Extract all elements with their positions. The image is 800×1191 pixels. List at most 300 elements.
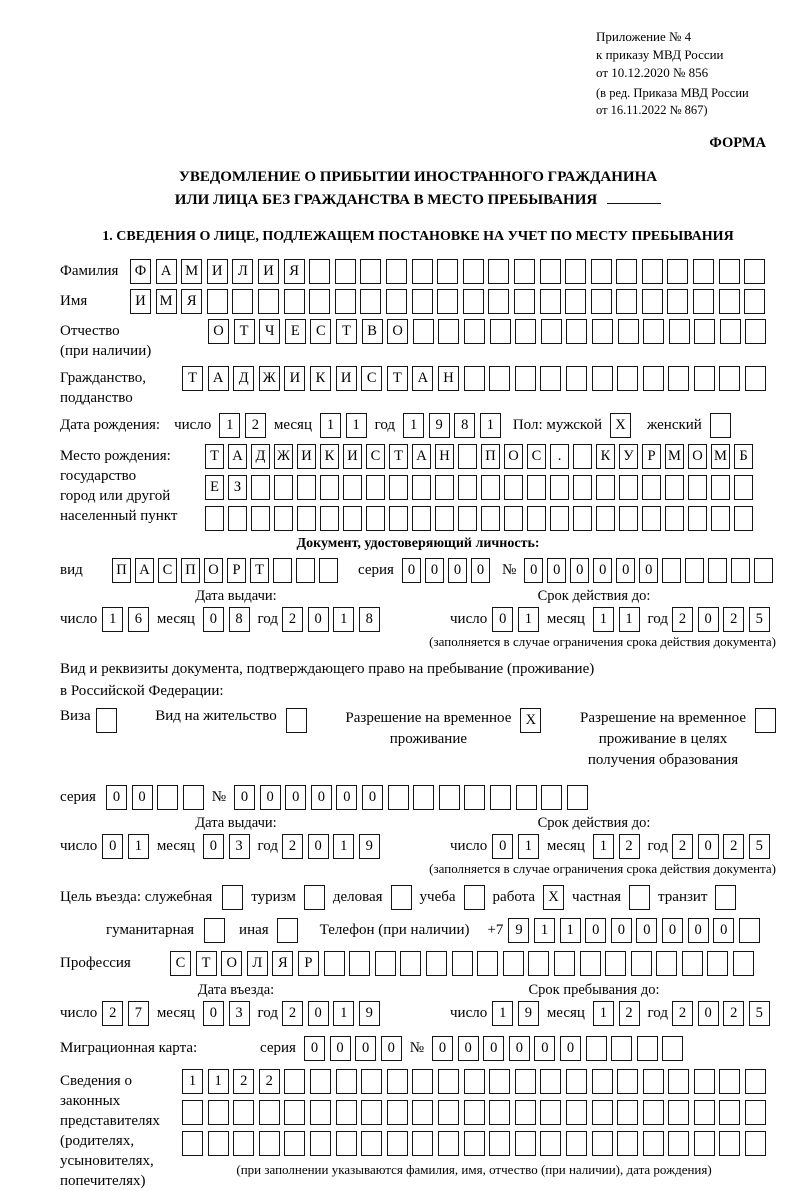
char-cell: В xyxy=(362,319,383,344)
char-cell: 2 xyxy=(245,413,266,438)
male-checkbox[interactable] xyxy=(610,413,631,438)
guardians-label-line2: законных xyxy=(60,1093,121,1109)
month-label: месяц xyxy=(273,417,312,433)
migcard-number-label: № xyxy=(409,1040,425,1056)
char-cell xyxy=(413,319,434,344)
char-cell xyxy=(96,708,117,733)
char-cell: Ж xyxy=(274,444,293,469)
char-cell xyxy=(233,1100,254,1125)
identity-doc-heading: Документ, удостоверяющий личность: xyxy=(296,536,540,551)
char-cell xyxy=(566,1100,587,1125)
char-cell xyxy=(669,319,690,344)
char-cell: С xyxy=(158,558,177,583)
entry-dates-block xyxy=(60,982,776,1026)
char-cell xyxy=(251,506,270,531)
char-cell xyxy=(489,366,510,391)
char-cell xyxy=(745,366,766,391)
char-cell xyxy=(458,506,477,531)
char-cell xyxy=(642,475,661,500)
char-cell xyxy=(205,506,224,531)
char-cell xyxy=(554,951,575,976)
permit-issue-col xyxy=(60,815,412,859)
day-label: число xyxy=(450,838,488,854)
char-cell: А xyxy=(412,366,433,391)
char-cell: 0 xyxy=(102,834,123,859)
doc-issue-year-field[interactable] xyxy=(282,607,380,632)
profession-field[interactable] xyxy=(170,951,754,976)
char-cell xyxy=(616,289,637,314)
char-cell: М xyxy=(665,444,684,469)
char-cell: 2 xyxy=(259,1069,280,1094)
char-cell xyxy=(619,506,638,531)
char-cell xyxy=(284,289,305,314)
char-cell xyxy=(361,1100,382,1125)
patronymic-field[interactable] xyxy=(208,319,766,344)
char-cell: С xyxy=(361,366,382,391)
work-label: работа xyxy=(492,889,536,905)
doc-valid-month-field[interactable] xyxy=(593,607,640,632)
char-cell xyxy=(366,475,385,500)
char-cell: 2 xyxy=(723,1001,744,1026)
char-cell xyxy=(567,785,588,810)
permit-valid-col xyxy=(412,815,776,859)
char-cell xyxy=(251,475,270,500)
char-cell: 1 xyxy=(593,834,614,859)
char-cell: 0 xyxy=(448,558,467,583)
purpose-official-checkbox[interactable] xyxy=(222,885,243,910)
birthplace-row3-field[interactable] xyxy=(205,506,757,531)
birthdate-label: Дата рождения: xyxy=(60,417,161,433)
char-cell: 0 xyxy=(330,1036,351,1061)
phone-field[interactable] xyxy=(508,918,759,943)
char-cell: Я xyxy=(272,951,293,976)
birth-year-field[interactable] xyxy=(403,413,501,438)
header-line-1: Приложение № 4 xyxy=(596,29,692,44)
permit-valid-year-field[interactable] xyxy=(672,834,770,859)
char-cell: Т xyxy=(182,366,203,391)
char-cell: 0 xyxy=(203,834,224,859)
temp-permit-edu-label-line1: Разрешение на временное xyxy=(580,710,746,726)
char-cell xyxy=(182,1131,203,1156)
title-blank-underline xyxy=(607,203,661,204)
permit-number-label: № xyxy=(211,789,227,805)
char-cell: 2 xyxy=(672,1001,693,1026)
char-cell: 0 xyxy=(547,558,566,583)
purpose-other-checkbox[interactable] xyxy=(277,918,298,943)
char-cell xyxy=(665,475,684,500)
char-cell: И xyxy=(130,289,151,314)
char-cell xyxy=(515,1131,536,1156)
surname-field[interactable] xyxy=(130,259,765,284)
business-label: деловая xyxy=(332,889,383,905)
guardians-label-line3: представителях xyxy=(60,1113,160,1129)
doc-number-label: № xyxy=(501,562,517,578)
tourism-label: туризм xyxy=(251,889,296,905)
char-cell xyxy=(309,289,330,314)
char-cell: 5 xyxy=(749,834,770,859)
guardians-row1-field[interactable] xyxy=(182,1069,766,1094)
permit-series-field[interactable] xyxy=(106,785,204,810)
name-label: Имя xyxy=(60,293,88,309)
month-label: месяц xyxy=(546,611,585,627)
char-cell: Т xyxy=(389,444,408,469)
purpose-humanitarian-checkbox[interactable] xyxy=(204,918,225,943)
char-cell xyxy=(694,366,715,391)
purpose-work-checkbox[interactable] xyxy=(543,885,564,910)
doc-series-field[interactable] xyxy=(402,558,494,583)
char-cell: 1 xyxy=(518,834,539,859)
char-cell xyxy=(580,951,601,976)
permit-issue-heading: Дата выдачи: xyxy=(195,815,277,831)
char-cell xyxy=(438,1069,459,1094)
surname-row xyxy=(60,259,776,284)
migcard-number-field[interactable] xyxy=(432,1036,683,1061)
char-cell xyxy=(284,1100,305,1125)
year-label: год xyxy=(257,838,278,854)
char-cell xyxy=(656,951,677,976)
char-cell: X xyxy=(543,885,564,910)
header-line-3: от 10.12.2020 № 856 xyxy=(596,65,709,80)
char-cell xyxy=(694,319,715,344)
char-cell xyxy=(503,951,524,976)
char-cell: 2 xyxy=(102,1001,123,1026)
char-cell: Р xyxy=(227,558,246,583)
char-cell xyxy=(458,444,477,469)
permit-valid-month-field[interactable] xyxy=(593,834,640,859)
char-cell xyxy=(296,558,315,583)
char-cell xyxy=(204,918,225,943)
purpose-study-checkbox[interactable] xyxy=(464,885,485,910)
char-cell: И xyxy=(258,259,279,284)
doc-issue-day-field[interactable] xyxy=(102,607,149,632)
char-cell xyxy=(412,475,431,500)
char-cell xyxy=(259,1131,280,1156)
char-cell xyxy=(591,289,612,314)
char-cell xyxy=(439,785,460,810)
char-cell xyxy=(527,506,546,531)
temp-permit-checkbox[interactable] xyxy=(520,708,541,733)
char-cell: 0 xyxy=(381,1036,402,1061)
char-cell: К xyxy=(310,366,331,391)
char-cell xyxy=(592,1100,613,1125)
char-cell: 0 xyxy=(713,918,734,943)
doc-valid-day-field[interactable] xyxy=(492,607,539,632)
char-cell xyxy=(387,1131,408,1156)
char-cell: 2 xyxy=(723,834,744,859)
char-cell: 0 xyxy=(285,785,306,810)
char-cell: 0 xyxy=(509,1036,530,1061)
form-title-line2 xyxy=(60,189,776,212)
char-cell xyxy=(708,558,727,583)
char-cell: 0 xyxy=(304,1036,325,1061)
char-cell xyxy=(335,259,356,284)
permit-valid-heading: Срок действия до: xyxy=(537,815,651,831)
char-cell xyxy=(719,259,740,284)
month-label: месяц xyxy=(156,1005,195,1021)
residence-permit-checkbox[interactable] xyxy=(286,708,307,733)
char-cell: 0 xyxy=(106,785,127,810)
char-cell: 0 xyxy=(336,785,357,810)
guardians-label-line6: попечителях) xyxy=(60,1173,146,1189)
char-cell: 9 xyxy=(518,1001,539,1026)
char-cell xyxy=(286,708,307,733)
char-cell: 0 xyxy=(432,1036,453,1061)
char-cell xyxy=(489,1100,510,1125)
purpose-private-checkbox[interactable] xyxy=(629,885,650,910)
char-cell xyxy=(464,319,485,344)
private-label: частная xyxy=(572,889,622,905)
char-cell: 0 xyxy=(492,834,513,859)
char-cell xyxy=(665,506,684,531)
char-cell xyxy=(755,708,776,733)
char-cell xyxy=(592,319,613,344)
female-checkbox[interactable] xyxy=(710,413,731,438)
char-cell: Т xyxy=(387,366,408,391)
char-cell: Д xyxy=(233,366,254,391)
char-cell xyxy=(565,259,586,284)
purpose-business-checkbox[interactable] xyxy=(391,885,412,910)
char-cell xyxy=(438,1100,459,1125)
char-cell: 1 xyxy=(593,607,614,632)
guardians-row3-field[interactable] xyxy=(182,1131,766,1156)
char-cell xyxy=(682,951,703,976)
char-cell: 1 xyxy=(534,918,555,943)
char-cell xyxy=(464,366,485,391)
migration-card-label: Миграционная карта: xyxy=(60,1040,198,1056)
entry-month-field[interactable] xyxy=(203,1001,250,1026)
char-cell: . xyxy=(550,444,569,469)
char-cell xyxy=(667,289,688,314)
char-cell xyxy=(719,289,740,314)
char-cell xyxy=(464,1069,485,1094)
char-cell xyxy=(324,951,345,976)
char-cell: О xyxy=(208,319,229,344)
permit-issue-month-field[interactable] xyxy=(203,834,250,859)
char-cell: 0 xyxy=(662,918,683,943)
guardians-row2-field[interactable] xyxy=(182,1100,766,1125)
purpose-transit-checkbox[interactable] xyxy=(715,885,736,910)
stay-day-field[interactable] xyxy=(492,1001,539,1026)
guardians-footnote: (при заполнении указываются фамилия, имя, отчество (при наличии), дата рождения) xyxy=(236,1162,712,1177)
char-cell: 0 xyxy=(698,1001,719,1026)
char-cell: 0 xyxy=(260,785,281,810)
char-cell xyxy=(566,1069,587,1094)
char-cell xyxy=(618,319,639,344)
char-cell xyxy=(515,366,536,391)
char-cell xyxy=(637,1036,658,1061)
entry-day-field[interactable] xyxy=(102,1001,149,1026)
char-cell xyxy=(463,259,484,284)
char-cell xyxy=(667,259,688,284)
permit-series-row xyxy=(60,785,776,810)
char-cell: 0 xyxy=(585,918,606,943)
char-cell xyxy=(464,1131,485,1156)
char-cell: 1 xyxy=(346,413,367,438)
char-cell xyxy=(719,1100,740,1125)
visa-label: Виза xyxy=(60,708,91,724)
char-cell: 0 xyxy=(471,558,490,583)
char-cell xyxy=(464,1100,485,1125)
char-cell xyxy=(320,475,339,500)
char-cell xyxy=(343,506,362,531)
doc-issue-month-field[interactable] xyxy=(203,607,250,632)
temp-permit-edu-label xyxy=(580,708,746,771)
char-cell xyxy=(694,1069,715,1094)
char-cell xyxy=(319,558,338,583)
char-cell: 1 xyxy=(480,413,501,438)
char-cell: 8 xyxy=(359,607,380,632)
char-cell xyxy=(361,1131,382,1156)
header-line-5: от 16.11.2022 № 867) xyxy=(596,103,708,117)
permit-restriction-note: (заполняется в случае ограничения срока действия документа) xyxy=(429,861,776,876)
birthplace-row2-field[interactable] xyxy=(205,475,757,500)
char-cell: 8 xyxy=(229,607,250,632)
char-cell xyxy=(412,506,431,531)
char-cell xyxy=(391,885,412,910)
char-cell xyxy=(222,885,243,910)
char-cell: 1 xyxy=(333,1001,354,1026)
char-cell xyxy=(437,259,458,284)
char-cell xyxy=(629,885,650,910)
char-cell: 1 xyxy=(320,413,341,438)
phone-label: Телефон (при наличии) xyxy=(319,922,470,938)
day-label: число xyxy=(450,611,488,627)
char-cell: 1 xyxy=(208,1069,229,1094)
temp-permit-edu-checkbox[interactable] xyxy=(755,708,776,733)
doc-kind-field[interactable] xyxy=(112,558,342,583)
char-cell xyxy=(464,885,485,910)
header-annotation xyxy=(596,28,764,119)
char-cell: 9 xyxy=(359,834,380,859)
char-cell xyxy=(412,1100,433,1125)
permit-number-field[interactable] xyxy=(234,785,588,810)
char-cell xyxy=(573,506,592,531)
birth-day-field[interactable] xyxy=(219,413,266,438)
purpose-label: Цель въезда: служебная xyxy=(60,889,213,905)
char-cell xyxy=(413,785,434,810)
char-cell: Я xyxy=(284,259,305,284)
char-cell: Л xyxy=(232,259,253,284)
char-cell: И xyxy=(284,366,305,391)
stay-year-field[interactable] xyxy=(672,1001,770,1026)
char-cell: 1 xyxy=(333,607,354,632)
char-cell xyxy=(233,1131,254,1156)
char-cell: 0 xyxy=(639,558,658,583)
char-cell: 9 xyxy=(359,1001,380,1026)
doc-dates-block xyxy=(60,588,776,632)
char-cell: 0 xyxy=(308,1001,329,1026)
char-cell xyxy=(694,1131,715,1156)
char-cell xyxy=(387,1100,408,1125)
char-cell: Л xyxy=(247,951,268,976)
name-field[interactable] xyxy=(130,289,765,314)
permit-valid-day-field[interactable] xyxy=(492,834,539,859)
char-cell xyxy=(540,259,561,284)
doc-valid-year-field[interactable] xyxy=(672,607,770,632)
char-cell: 1 xyxy=(593,1001,614,1026)
char-cell: 2 xyxy=(723,607,744,632)
day-label: число xyxy=(60,838,98,854)
birth-month-field[interactable] xyxy=(320,413,367,438)
study-label: учеба xyxy=(419,889,456,905)
char-cell: Я xyxy=(181,289,202,314)
birthplace-row1-field[interactable] xyxy=(205,444,757,469)
char-cell xyxy=(631,951,652,976)
char-cell xyxy=(297,506,316,531)
stay-until-col xyxy=(412,982,776,1026)
char-cell xyxy=(596,475,615,500)
residence-permit-option xyxy=(155,708,306,733)
char-cell xyxy=(744,289,765,314)
char-cell xyxy=(739,918,760,943)
char-cell xyxy=(707,951,728,976)
char-cell: 9 xyxy=(429,413,450,438)
char-cell: 0 xyxy=(636,918,657,943)
char-cell: 2 xyxy=(233,1069,254,1094)
temp-permit-label-line1: Разрешение на временное xyxy=(345,710,512,726)
char-cell xyxy=(232,289,253,314)
char-cell xyxy=(550,506,569,531)
char-cell xyxy=(488,259,509,284)
permit-issue-year-field[interactable] xyxy=(282,834,380,859)
char-cell: Т xyxy=(205,444,224,469)
char-cell xyxy=(617,366,638,391)
char-cell xyxy=(360,289,381,314)
char-cell xyxy=(617,1100,638,1125)
char-cell xyxy=(565,289,586,314)
char-cell xyxy=(540,289,561,314)
stay-month-field[interactable] xyxy=(593,1001,640,1026)
temp-permit-edu-option xyxy=(580,708,776,771)
char-cell xyxy=(719,1069,740,1094)
char-cell xyxy=(643,366,664,391)
doc-number-field[interactable] xyxy=(524,558,777,583)
migration-card-row xyxy=(60,1036,776,1061)
purpose-tourism-checkbox[interactable] xyxy=(304,885,325,910)
char-cell xyxy=(731,558,750,583)
char-cell: 1 xyxy=(492,1001,513,1026)
char-cell: 6 xyxy=(128,607,149,632)
char-cell: Т xyxy=(234,319,255,344)
char-cell xyxy=(514,259,535,284)
char-cell xyxy=(336,1131,357,1156)
permit-issue-day-field[interactable] xyxy=(102,834,149,859)
char-cell: 1 xyxy=(219,413,240,438)
visa-checkbox[interactable] xyxy=(96,708,117,733)
char-cell: С xyxy=(170,951,191,976)
char-cell xyxy=(412,259,433,284)
citizenship-label-line1: Гражданство, xyxy=(60,370,147,386)
char-cell: 0 xyxy=(688,918,709,943)
citizenship-field[interactable] xyxy=(182,366,766,391)
char-cell: Ч xyxy=(259,319,280,344)
char-cell xyxy=(386,289,407,314)
migcard-series-field[interactable] xyxy=(304,1036,402,1061)
char-cell xyxy=(642,506,661,531)
char-cell xyxy=(412,289,433,314)
char-cell xyxy=(504,475,523,500)
char-cell: З xyxy=(228,475,247,500)
char-cell xyxy=(515,319,536,344)
entry-year-field[interactable] xyxy=(282,1001,380,1026)
char-cell xyxy=(274,506,293,531)
char-cell: 5 xyxy=(749,1001,770,1026)
char-cell: П xyxy=(181,558,200,583)
char-cell xyxy=(592,1069,613,1094)
char-cell xyxy=(745,319,766,344)
char-cell: 1 xyxy=(403,413,424,438)
char-cell: 2 xyxy=(619,834,640,859)
